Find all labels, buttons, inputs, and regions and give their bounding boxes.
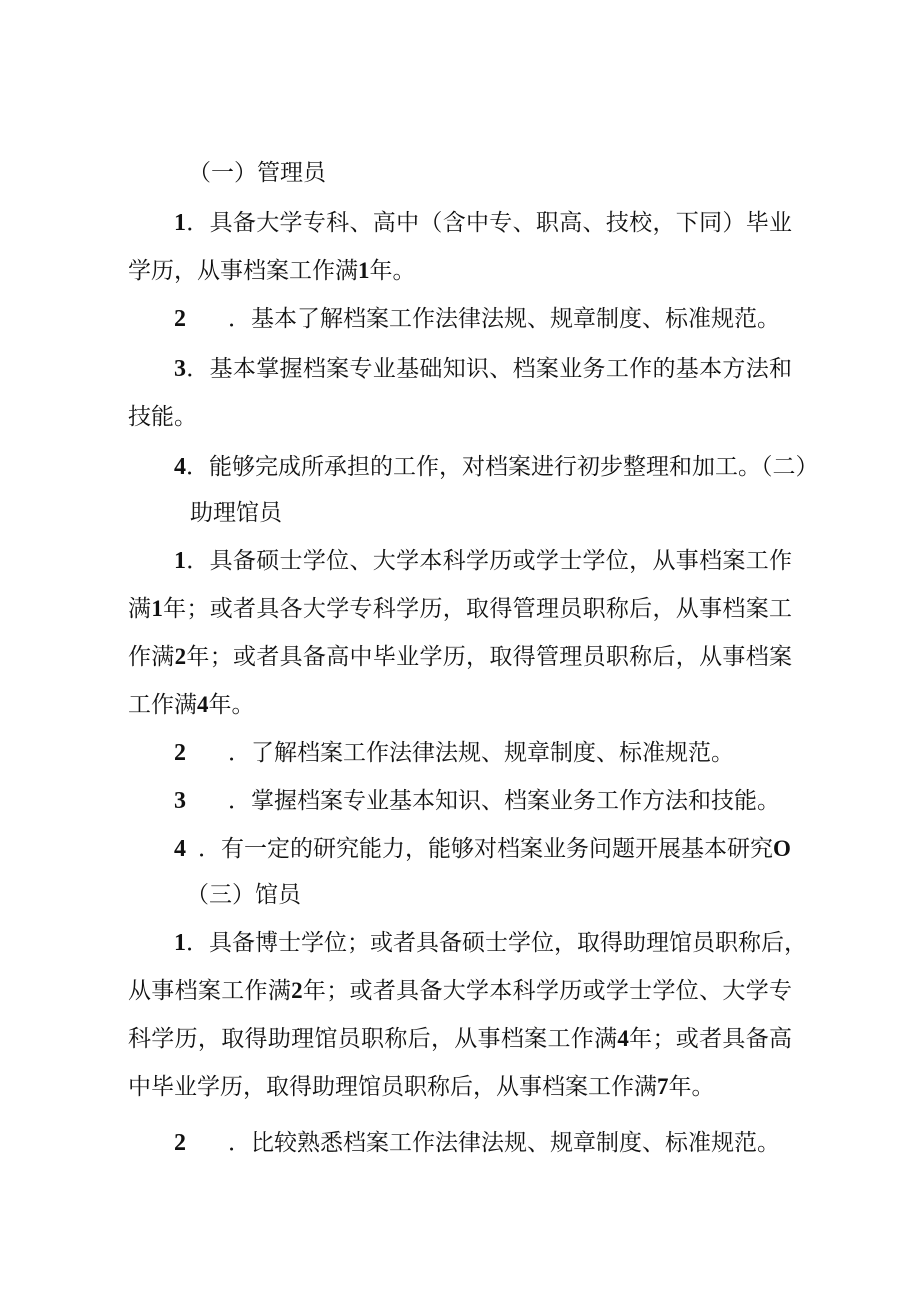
paragraph-2-1-cont-c: 工作满4年。 [128,692,255,718]
paragraph-3-1-cont-c: 中毕业学历，取得助理馆员职称后，从事档案工作满7年。 [128,1074,715,1100]
paragraph-2-4: 4 ．有一定的研究能力，能够对档案业务问题开展基本研究O [174,836,791,862]
paragraph-1-1-cont: 学历，从事档案工作满1年。 [128,258,416,284]
paragraph-1-4: 4．能够完成所承担的工作，对档案进行初步整理和加工。（二） [174,454,819,480]
paragraph-2-2: 2 ．了解档案工作法律法规、规章制度、标准规范。 [174,740,734,766]
paragraph-3-1-cont-a: 从事档案工作满2年；或者具备大学本科学历或学士学位、大学专 [128,978,793,1004]
section-heading-2: 助理馆员 [190,500,282,526]
section-heading-1: （一）管理员 [188,160,326,186]
paragraph-2-1: 1．具备硕士学位、大学本科学历或学士学位，从事档案工作 [174,548,792,574]
paragraph-1-3: 3．基本掌握档案专业基础知识、档案业务工作的基本方法和 [174,356,792,382]
paragraph-1-1: 1．具备大学专科、高中（含中专、职高、技校，下同）毕业 [174,210,792,236]
paragraph-2-1-cont-b: 作满2年；或者具备高中毕业学历，取得管理员职称后，从事档案 [128,644,793,670]
paragraph-1-3-cont: 技能。 [128,404,197,430]
section-heading-3: （三）馆员 [186,882,301,908]
paragraph-3-2: 2 ．比较熟悉档案工作法律法规、规章制度、标准规范。 [174,1130,780,1156]
paragraph-3-1-cont-b: 科学历，取得助理馆员职称后，从事档案工作满4年；或者具备高 [128,1026,793,1052]
paragraph-2-1-cont-a: 满1年；或者具各大学专科学历，取得管理员职称后，从事档案工 [128,596,793,622]
paragraph-2-3: 3 ．掌握档案专业基本知识、档案业务工作方法和技能。 [174,788,780,814]
paragraph-3-1: 1．具备博士学位；或者具备硕士学位，取得助理馆员职称后， [174,930,807,956]
paragraph-1-2: 2 ．基本了解档案工作法律法规、规章制度、标准规范。 [174,306,780,332]
